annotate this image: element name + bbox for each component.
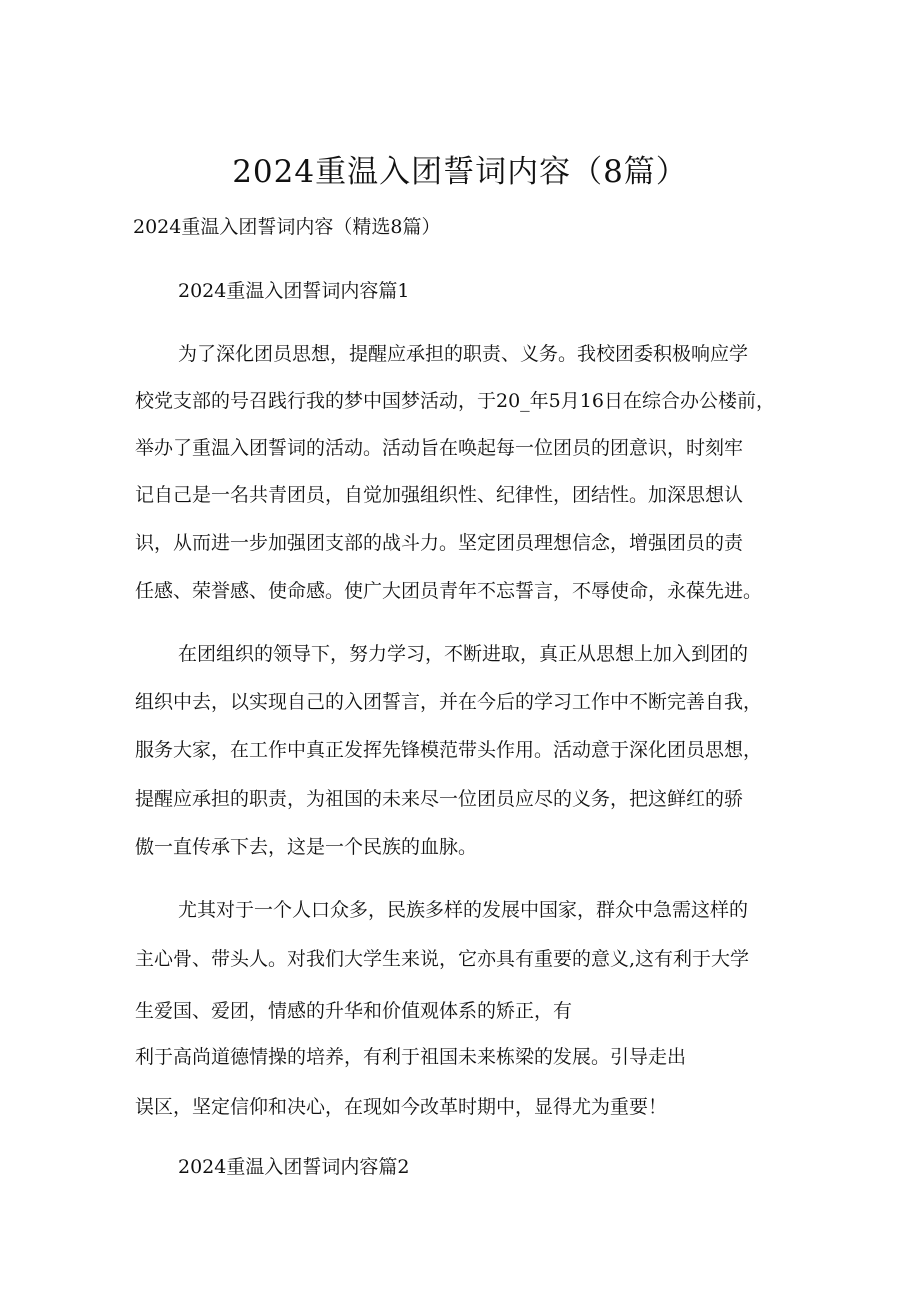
paragraph-line: 服务大家，在工作中真正发挥先锋模范带头作用。活动意于深化团员思想， <box>135 739 763 761</box>
paragraph-line: 尤其对于一个人口众多，民族多样的发展中国家，群众中急需这样的 <box>178 899 749 921</box>
paragraph-line: 记自己是一名共青团员，自觉加强组织性、纪律性，团结性。加深思想认 <box>135 484 744 506</box>
paragraph-line: 在团组织的领导下，努力学习，不断进取，真正从思想上加入到团的 <box>178 643 749 665</box>
paragraph-line: 提醒应承担的职责，为祖国的未来尽一位团员应尽的义务，把这鲜红的骄 <box>135 788 744 810</box>
paragraph-line: 利于高尚道德情操的培养，有利于祖国未来栋梁的发展。引导走出 <box>135 1046 687 1068</box>
paragraph-line: 举办了重温入团誓词的活动。活动旨在唤起每一位团员的团意识，时刻牢 <box>135 437 744 459</box>
section-heading-1: 2024重温入团誓词内容篇1 <box>178 280 410 302</box>
paragraph-line: 校党支部的号召践行我的梦中国梦活动，于20_年5月16日在综合办公楼前， <box>135 390 775 412</box>
paragraph-line: 主心骨、带头人。对我们大学生来说，它亦具有重要的意义,这有利于大学 <box>135 948 750 970</box>
paragraph-line: 组织中去，以实现自己的入团誓言，并在今后的学习工作中不断完善自我， <box>135 691 763 713</box>
paragraph-line: 为了深化团员思想，提醒应承担的职责、义务。我校团委积极响应学 <box>178 343 749 365</box>
paragraph-line: 识，从而进一步加强团支部的战斗力。坚定团员理想信念，增强团员的责 <box>135 532 744 554</box>
paragraph-line: 误区，坚定信仰和决心，在现如今改革时期中，显得尤为重要！ <box>135 1096 668 1118</box>
paragraph-line: 傲一直传承下去，这是一个民族的血脉。 <box>135 836 478 858</box>
section-heading-2: 2024重温入团誓词内容篇2 <box>178 1156 410 1178</box>
document-title: 2024重温入团誓词内容（8篇） <box>232 154 688 190</box>
document-subtitle: 2024重温入团誓词内容（精选8篇） <box>133 216 441 238</box>
paragraph-line: 任感、荣誉感、使命感。使广大团员青年不忘誓言，不辱使命，永葆先进。 <box>135 580 763 602</box>
paragraph-line: 生爱国、爱团，情感的升华和价值观体系的矫正，有 <box>135 1000 573 1022</box>
